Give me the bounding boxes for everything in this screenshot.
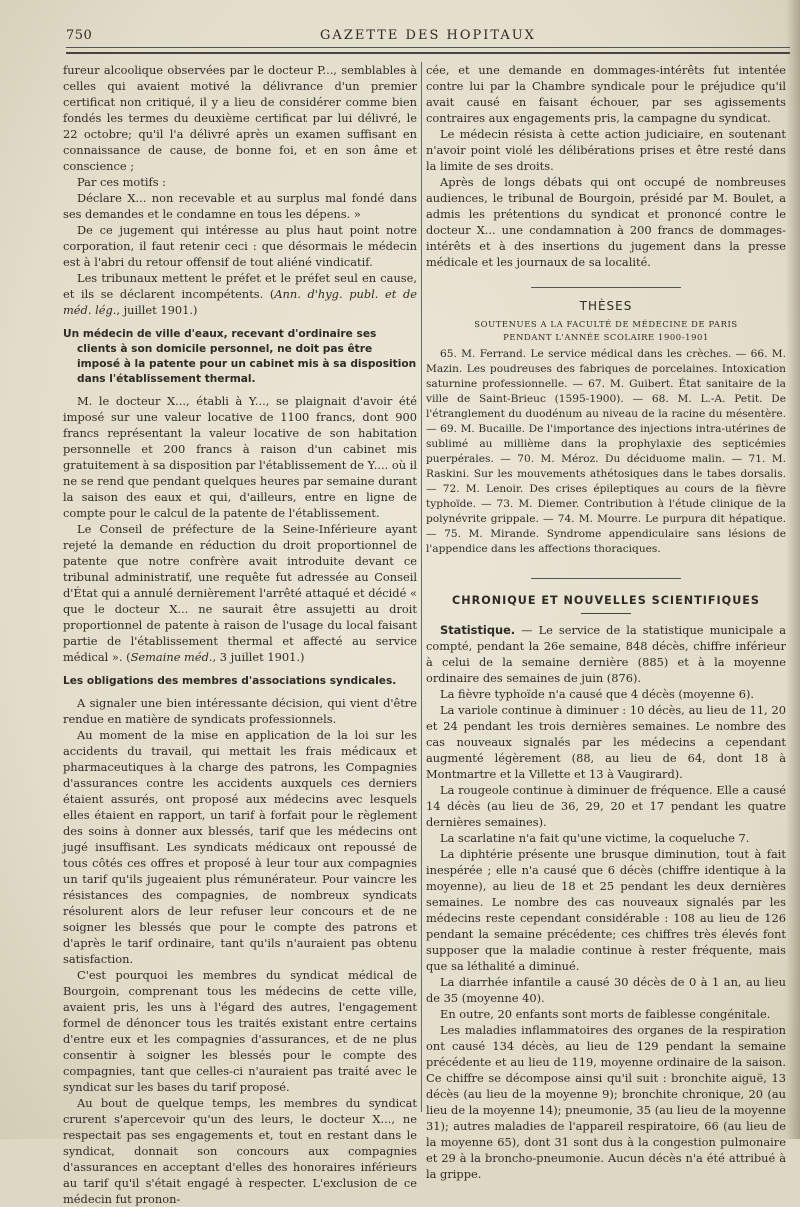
paragraph: M. le docteur X..., établi à Y..., se plaignait d'avoir été imposé sur une valeur locative de 1100 francs, dont 900 francs représentant la valeur locative de son habitation personnelle et 200 francs à raison d'un cabinet mis gratuitement à sa disposition par l'établissement de Y.... où il ne se rend que pendant quelques heures par semaine durant la saison des eaux et qui, d'ailleurs, entre en ligne de compte pour le calcul de la patente de l'établissement. bbox=[63, 394, 417, 520]
text-run: Le Conseil de préfecture de la Seine-Inférieure ayant rejeté la demande en réduction du droit proportionnel de patente que notre confrère avait introduite devant ce tribunal administratif, une requête fut adressée au Conseil d'État qui a annulé dernièrement l'arrêté attaqué et décidé « que le docteur X... ne saurait être assujetti au droit proportionnel de patente à raison de l'usage du local faisant partie de l'établissement thermal et affecté au service médical ». ( bbox=[63, 522, 417, 664]
short-rule bbox=[581, 613, 631, 614]
section-heading-line: Un médecin de ville d'eaux, recevant d'ordinaire ses bbox=[63, 328, 377, 340]
ornament-divider bbox=[426, 276, 786, 292]
text-run: , 3 juillet 1901.) bbox=[212, 650, 305, 664]
paragraph: C'est pourquoi les membres du syndicat médical de Bourgoin, comprenant tous les médecins de cette ville, avaient pris, les uns à l'égard des autres, l'engagement formel de dénoncer tous les traités existant entre certains d'entre eux et les compagnies d'assurances, et de ne plus consentir à soigner les blessés pour le compte des compagnies, tant que celles-ci n'auraient pas traité avec le syndicat sur les bases du tarif proposé. bbox=[63, 968, 417, 1094]
paragraph: La rougeole continue à diminuer de fréquence. Elle a causé 14 décès (au lieu de 36, 29, 20 et 17 pendant les quatre dernières semaines). bbox=[426, 783, 786, 829]
paragraph: Le médecin résista à cette action judiciaire, en soutenant n'avoir point violé les délibérations prises et être resté dans la limite de ses droits. bbox=[426, 127, 786, 173]
paragraph: A signaler une bien intéressante décision, qui vient d'être rendue en matière de syndicats professionnels. bbox=[63, 696, 417, 726]
paragraph: Au bout de quelque temps, les membres du syndicat crurent s'apercevoir qu'un des leurs, le docteur X..., ne respectait pas ses engagements et, tout en restant dans le syndicat, donnait son concours aux compagnies d'assurances en acceptant d'elles des honoraires inférieurs au tarif qu'il s'était engagé à respecter. L'exclusion de ce médecin fut pronon- bbox=[63, 1096, 417, 1206]
paragraph: fureur alcoolique observées par le docteur P..., semblables à celles qui avaient motivé la délivrance d'un premier certificat non critiqué, il y a lieu de considérer comme bien fondés les termes du deuxième certificat par lui délivré, le 22 octobre; qu'il l'a délivré après un examen suffisant en connaissance de cause, de bonne foi, et en son âme et conscience ; bbox=[63, 63, 417, 173]
paragraph: La diarrhée infantile a causé 30 décès de 0 à 1 an, au lieu de 35 (moyenne 40). bbox=[426, 975, 786, 1005]
paragraph: Après de longs débats qui ont occupé de nombreuses audiences, le tribunal de Bourgoin, présidé par M. Boulet, a admis les prétentions du syndicat et prononcé contre le docteur X... une condamnation à 200 francs de dommages-intérêts et à des insertions du jugement dans la presse médicale et les journaux de sa localité. bbox=[426, 175, 786, 269]
left-column bbox=[63, 62, 417, 1207]
paragraph: En outre, 20 enfants sont morts de faiblesse congénitale. bbox=[440, 1007, 771, 1021]
citation: Semaine méd. bbox=[130, 650, 213, 664]
paragraph: cée, et une demande en dommages-intérêts fut intentée contre lui par la Chambre syndicale pour le préjudice qu'il avait causé en faisant échouer, par ses agissements contraires aux engagements pris, la campagne du syndicat. bbox=[426, 63, 786, 125]
paragraph: La fièvre typhoïde n'a causé que 4 décès (moyenne 6). bbox=[440, 687, 755, 701]
text-run: , juillet 1901.) bbox=[116, 303, 198, 317]
paragraph: La variole continue à diminuer : 10 décès, au lieu de 11, 20 et 24 pendant les trois dernières semaines. Le nombre des cas nouveaux signalés par les médecins a cependant augmenté légèrement (88, au lieu de 64, dont 18 à Montmartre et la Villette et 13 à Vaugirard). bbox=[426, 703, 786, 781]
paragraph: Les maladies inflammatoires des organes de la respiration ont causé 134 décès, au lieu de 129 pendant la semaine précédente et au lieu de 119, moyenne ordinaire de la saison. Ce chiffre se décompose ainsi qu'il suit : bronchite aiguë, 13 décès (au lieu de la moyenne 9); bronchite chronique, 20 (au lieu de la moyenne 14); pneumonie, 35 (au lieu de la moyenne 31); autres maladies de l'appareil respiratoire, 66 (au lieu de la moyenne 65), dont 31 sont dus à la congestion pulmonaire et 29 à la broncho-pneumonie. Aucun décès n'a été attribué à la grippe. bbox=[426, 1023, 786, 1181]
ornament-divider bbox=[426, 567, 786, 583]
theses-subheading: PENDANT L'ANNÉE SCOLAIRE 1900-1901 bbox=[503, 332, 709, 342]
paragraph bbox=[63, 270, 417, 318]
text-run: — Le service de la statistique municipale a compté, pendant la 26e semaine, 848 décès, chiffre inférieur à celui de la semaine dernière (885) et à la moyenne ordinaire des semaines de juin (876). bbox=[426, 623, 786, 685]
paragraph: La diphtérie présente une brusque diminution, tout à fait inespérée ; elle n'a causé que 6 décès (chiffre identique à la moyenne), au lieu de 18 et 25 pendant les deux dernières semaines. Le nombre des cas nouveaux signalés par les médecins reste cependant considérable : 108 au lieu de 126 pendant la semaine précédente; ces chiffres très élevés font supposer que la maladie continue à rester fréquente, mais que sa léthalité a diminué. bbox=[426, 847, 786, 973]
paragraph bbox=[426, 622, 786, 686]
run-in-heading: Statistique. bbox=[440, 623, 516, 637]
section-heading-line: clients à son domicile personnel, ne doit pas être imposé à la patente pour un cabinet mis à sa disposition dans l'établissement thermal. bbox=[77, 343, 417, 385]
right-column bbox=[426, 62, 786, 1182]
column-divider bbox=[421, 62, 422, 1112]
paragraph: La scarlatine n'a fait qu'une victime, la coqueluche 7. bbox=[440, 831, 750, 845]
section-heading: Les obligations des membres d'associations syndicales. bbox=[63, 675, 397, 687]
paragraph bbox=[63, 521, 417, 665]
paragraph: Par ces motifs : bbox=[77, 175, 166, 189]
page-number: 750 bbox=[66, 28, 93, 43]
header-rule bbox=[66, 47, 790, 48]
page-edge-shadow bbox=[786, 0, 800, 1139]
section-heading bbox=[63, 327, 417, 387]
theses-heading: THÈSES bbox=[579, 299, 633, 313]
theses-subheading: SOUTENUES A LA FACULTÉ DE MÉDECINE DE PARIS bbox=[474, 319, 738, 329]
text-run: Les tribunaux mettent le préfet et le préfet seul en cause, et ils se déclarent incompétents. ( bbox=[63, 271, 417, 301]
running-title: GAZETTE DES HOPITAUX bbox=[320, 28, 536, 43]
page-header bbox=[66, 26, 790, 48]
paragraph: Déclare X... non recevable et au surplus mal fondé dans ses demandes et le condamne en tous les dépens. » bbox=[63, 191, 417, 221]
theses-list: 65. M. Ferrand. Le service médical dans les crèches. — 66. M. Mazin. Les poudreuses des fabriques de porcelaines. Intoxication saturnine professionnelle. — 67. M. Guibert. État sanitaire de la ville de Saint-Brieuc (1595-1900). — 68. M. L.-A. Petit. De l'étranglement du duodénum au niveau de la racine du mésentère. — 69. M. Bucaille. De l'importance des injections intra-utérines de sublimé au millième dans la prophylaxie des septicémies puerpérales. — 70. M. Méroz. Du déciduome malin. — 71. M. Raskini. Sur les mouvements athétosiques dans le tabes dorsalis. — 72. M. Lenoir. Des crises épileptiques au cours de la fièvre typhoïde. — 73. M. Diemer. Contribution à l'étude clinique de la polynévrite grippale. — 74. M. Mourre. Le purpura dit hépatique. — 75. M. Mirande. Syndrome appendiculaire sans lésions de l'appendice dans les affections thoraciques. bbox=[426, 348, 786, 555]
header-rule-thick bbox=[66, 52, 790, 54]
paragraph: De ce jugement qui intéresse au plus haut point notre corporation, il faut retenir ceci : que désormais le médecin est à l'abri du retour offensif de tout aliéné vindicatif. bbox=[63, 223, 417, 269]
paragraph: Au moment de la mise en application de la loi sur les accidents du travail, qui mettait les frais médicaux et pharmaceutiques à la charge des patrons, les Compagnies d'assurances contre les accidents auxquels ces derniers étaient assurés, ont proposé aux médecins avec lesquels elles étaient en rapport, un tarif à forfait pour le règlement des soins à donner aux blessés, tarif que les médecins ont jugé insuffisant. Les syndicats médicaux ont repoussé de tous côtés ces offres et proposé à leur tour aux compagnies un tarif qu'ils jugeaient plus rémunérateur. Pour vaincre les résistances des compagnies, de nombreux syndicats résolurent alors de leur refuser leur concours et de ne soigner les blessés que pour le compte des patrons et d'après le tarif ordinaire, tant qu'ils n'auraient pas obtenu satisfaction. bbox=[63, 728, 417, 966]
citation: Ann. d'hyg. publ. et de méd. lég. bbox=[63, 287, 417, 317]
chronique-heading: CHRONIQUE ET NOUVELLES SCIENTIFIQUES bbox=[452, 594, 760, 607]
